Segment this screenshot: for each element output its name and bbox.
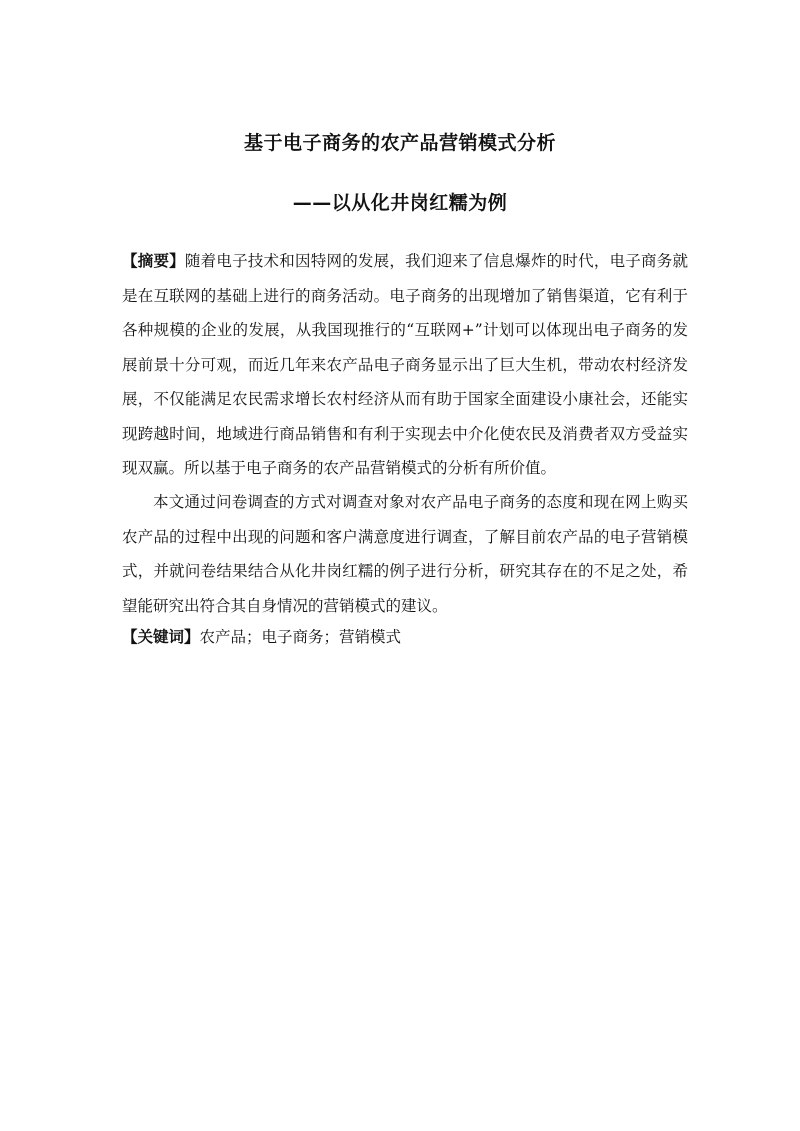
abstract-paragraph bbox=[122, 244, 688, 486]
abstract-text: 随着电子技术和因特网的发展，我们迎来了信息爆炸的时代，电子商务就是在互联网的基础上进行的商务活动。电子商务的出现增加了销售渠道，它有利于各种规模的企业的发展，从我国现推行的“互联网+”计划可以体现出电子商务的发展前景十分可观，而近几年来农产品电子商务显示出了巨大生机，带动农村经济发展，不仅能满足农民需求增长农村经济从而有助于国家全面建设小康社会，还能实现跨越时间，地域进行商品销售和有利于实现去中介化使农民及消费者双方受益实现双赢。所以基于电子商务的农产品营销模式的分析有所价值。 bbox=[122, 252, 688, 477]
abstract-label: 【摘要】 bbox=[122, 252, 185, 270]
page-subtitle: ——以从化井岗红糯为例 bbox=[292, 192, 508, 214]
abstract-paragraph-2: 本文通过问卷调查的方式对调查对象对农产品电子商务的态度和现在网上购买农产品的过程中出现的问题和客户满意度进行调查，了解目前农产品的电子营销模式，并就问卷结果结合从化井岗红糯的例子进行分析，研究其存在的不足之处，希望能研究出符合其自身情况的营销模式的建议。 bbox=[122, 493, 688, 615]
keywords-line bbox=[122, 620, 688, 655]
keywords-text: 农产品；电子商务；营销模式 bbox=[199, 628, 402, 646]
keywords-label: 【关键词】 bbox=[122, 628, 200, 646]
page-title: 基于电子商务的农产品营销模式分析 bbox=[243, 132, 556, 154]
